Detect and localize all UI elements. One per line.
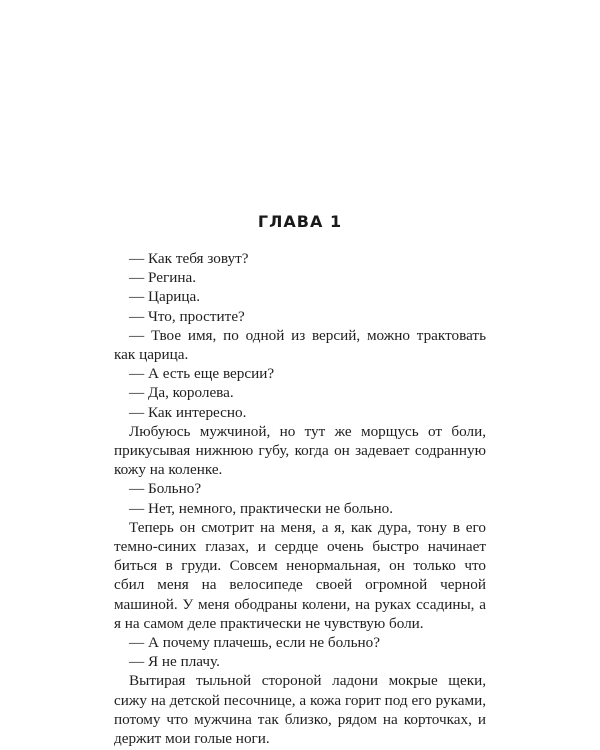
chapter-text bbox=[114, 249, 486, 748]
paragraph: — Царица. bbox=[129, 288, 201, 306]
paragraph: Вытирая тыльной стороной ладони мокрые щеки, сижу на детской песочнице, а кожа горит под его руками, потому что мужчина так близко, рядом на корточках, и держит мои голые ноги. bbox=[114, 672, 486, 748]
chapter-title: ГЛАВА 1 bbox=[257, 212, 343, 231]
paragraph: Любуюсь мужчиной, но тут же морщусь от боли, прикусывая нижнюю губу, когда он задевает содранную кожу на коленке. bbox=[114, 422, 486, 479]
paragraph: — Как тебя зовут? bbox=[129, 250, 249, 267]
paragraph: — А почему плачешь, если не больно? bbox=[129, 634, 381, 652]
paragraph: — Да, королева. bbox=[129, 384, 234, 402]
paragraph: Теперь он смотрит на меня, а я, как дура, тону в его темно-синих глазах, и сердце очень быстро начинает биться в груди. Совсем ненормальная, он только что сбил меня на велосипеде своей огромной черной машиной. У меня ободраны колени, на руках ссадины, а я на самом деле практически не чувствую боли. bbox=[114, 518, 486, 632]
paragraph: — Регина. bbox=[129, 269, 196, 287]
paragraph: — Я не плачу. bbox=[129, 653, 220, 671]
paragraph: — Больно? bbox=[129, 480, 202, 498]
paragraph: — Нет, немного, практически не больно. bbox=[129, 499, 394, 517]
paragraph: — А есть еще версии? bbox=[129, 365, 275, 383]
paragraph: — Как интересно. bbox=[129, 403, 247, 421]
paragraph: — Что, простите? bbox=[129, 307, 245, 325]
paragraph: — Твое имя, по одной из версий, можно трактовать как царица. bbox=[114, 326, 486, 364]
